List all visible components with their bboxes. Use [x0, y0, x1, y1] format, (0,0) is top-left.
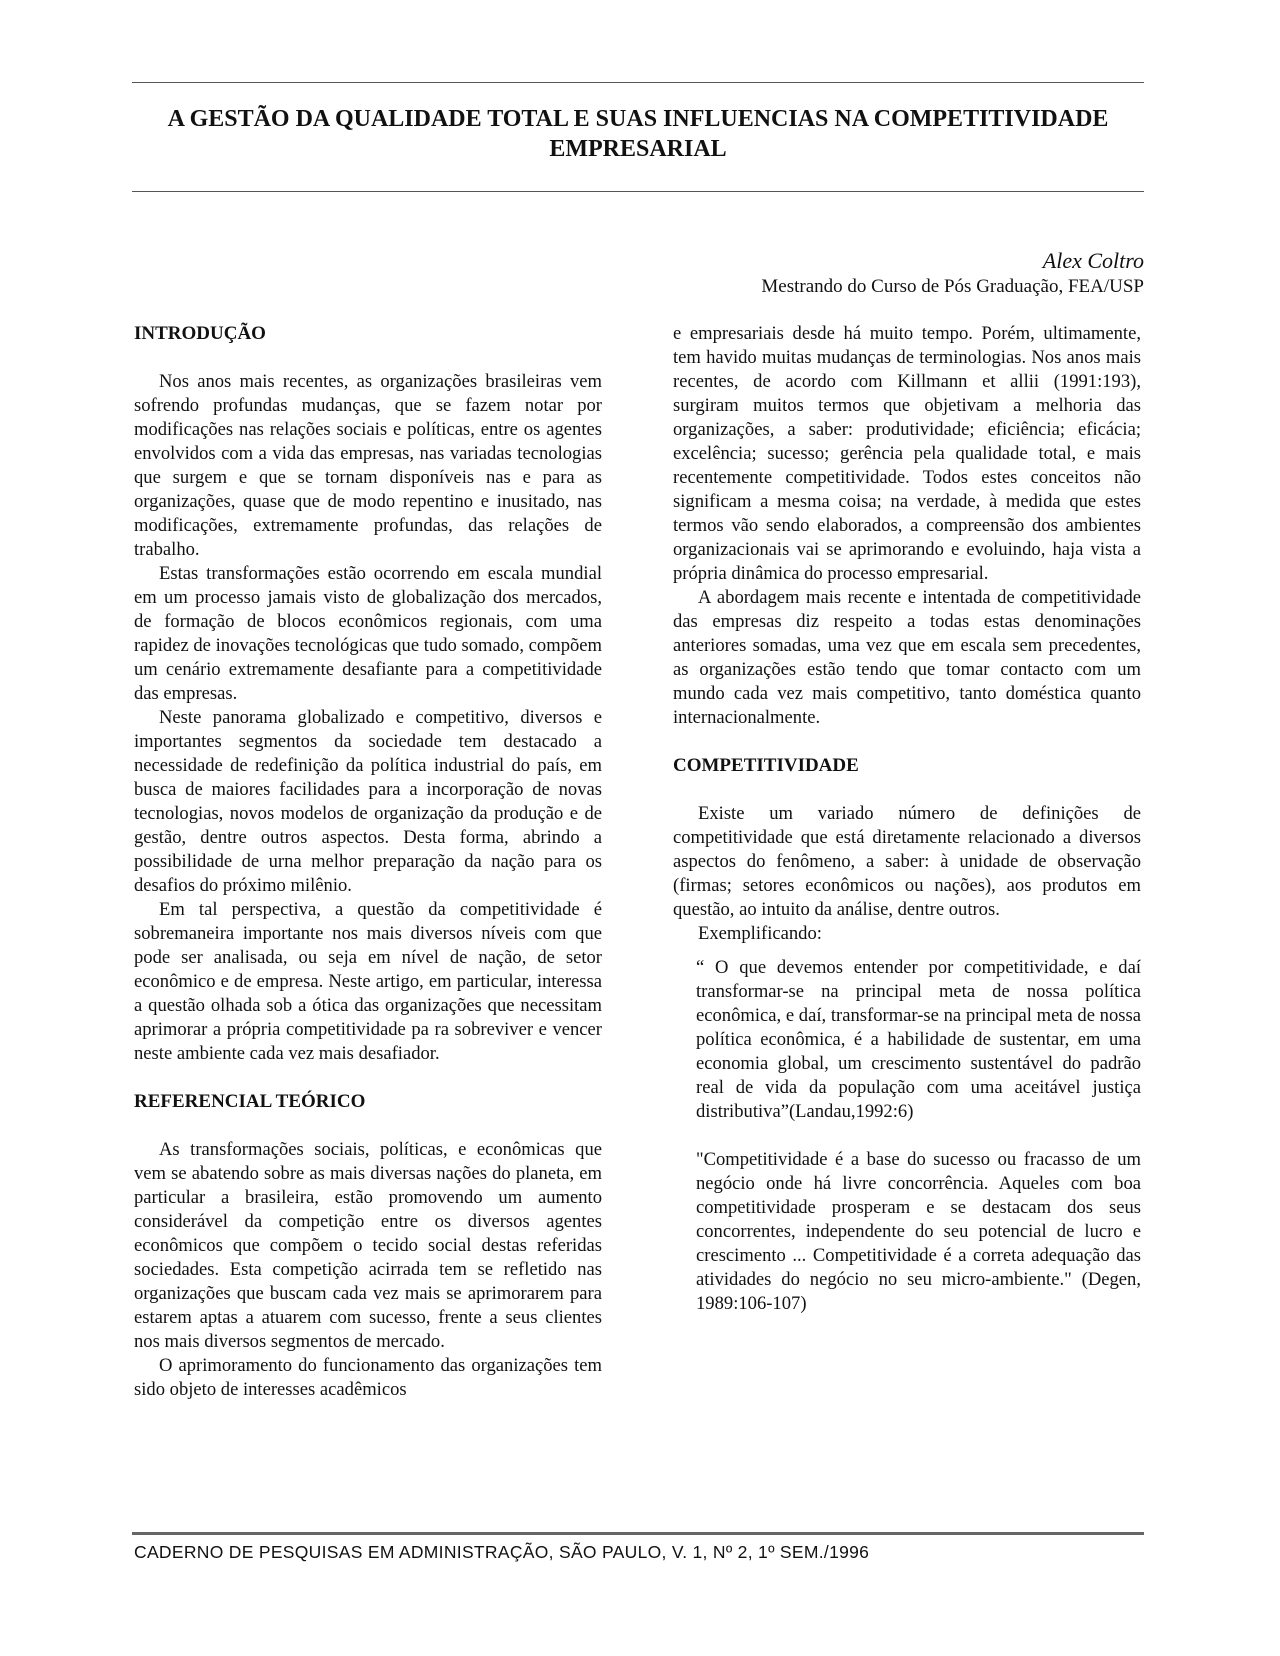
paragraph: Em tal perspectiva, a questão da competitividade é sobremaneira importante nos mais diversos níveis com que pode ser analisada, ou seja em nível de nação, de setor econômico e de empresa. Neste artigo, em particular, interessa a questão olhada sob a ótica das organizações que necessitam aprimorar a própria competitividade pa ra sobreviver e vencer neste ambiente cada vez mais desafiador.	[134, 899, 602, 1064]
author-block	[761, 247, 1144, 299]
paragraph: Neste panorama globalizado e competitivo, diversos e importantes segmentos da sociedade tem destacado a necessidade de redefinição da política industrial do país, em busca de maiores facilidades para a incorporação de novas tecnologias, novos modelos de organização da produção e de gestão, dentre outros aspectos. Desta forma, abrindo a possibilidade de urna melhor preparação da nação para os desafios do próximo milênio.	[134, 707, 602, 896]
block-quote-landau: “ O que devemos entender por competitividade, e daí transformar-se na principal meta de nossa política econômica, e daí, transformar-se na principal meta de nossa política econômica, é a habilidade de sustentar, em uma economia global, um crescimento sustentável do padrão real de vida da população com uma aceitável justiça distributiva”(Landau,1992:6)	[696, 957, 1141, 1122]
left-column	[134, 322, 602, 1402]
title-line-1: A GESTÃO DA QUALIDADE TOTAL E SUAS INFLUENCIAS NA COMPETITIVIDADE	[167, 106, 1109, 132]
section-heading-competitividade: COMPETITIVIDADE	[673, 755, 859, 776]
paragraph: Exemplificando:	[698, 923, 822, 944]
paragraph: Nos anos mais recentes, as organizações brasileiras vem sofrendo profundas mudanças, que se fazem notar por modificações nas relações sociais e políticas, entre os agentes envolvidos com a vida das empresas, nas variadas tecnologias que surgem e que se tornam disponíveis nas e para as organizações, quase que de modo repentino e inusitado, nas modificações, extremamente profundas, das relações de trabalho.	[134, 371, 602, 560]
article-title	[132, 104, 1144, 164]
section-heading-introducao: INTRODUÇÃO	[134, 323, 266, 344]
section-heading-referencial: REFERENCIAL TEÓRICO	[134, 1091, 366, 1112]
footer-rule	[132, 1532, 1144, 1535]
paragraph-continued: e empresariais desde há muito tempo. Porém, ultimamente, tem havido muitas mudanças de terminologias. Nos anos mais recentes, de acordo com Killmann et allii (1991:193), surgiram muitos termos que objetivam a melhoria das organizações, a saber: produtividade; eficiência; eficácia; excelência; sucesso; gerência pela qualidade total, e mais recentemente competitividade. Todos estes conceitos não significam a mesma coisa; na verdade, à medida que estes termos vão sendo elaborados, a compreensão dos ambientes organizacionais vai se aprimorando e evoluindo, haja vista a própria dinâmica do processo empresarial.	[673, 323, 1141, 584]
paragraph: A abordagem mais recente e intentada de competitividade das empresas diz respeito a todas estas denominações anteriores somadas, uma vez que em escala sem precedentes, as organizações estão tendo que tomar contacto com um mundo cada vez mais competitivo, tanto doméstica quanto internacionalmente.	[673, 587, 1141, 728]
title-rule	[132, 191, 1144, 192]
top-rule	[132, 82, 1144, 83]
block-quote-degen: "Competitividade é a base do sucesso ou fracasso de um negócio onde há livre concorrência. Aqueles com boa competitividade prosperam e se destacam dos seus concorrentes, independente do seu potencial de lucro e crescimento ... Competitividade é a correta adequação das atividades do negócio no seu micro-ambiente." (Degen, 1989:106-107)	[696, 1149, 1141, 1314]
author-name: Alex Coltro	[1042, 248, 1144, 273]
right-column	[673, 322, 1141, 1316]
paragraph: Estas transformações estão ocorrendo em escala mundial em um processo jamais visto de globalização dos mercados, de formação de blocos econômicos regionais, com uma rapidez de inovações tecnológicas que tudo somado, compõem um cenário extremamente desafiante para a competitividade das empresas.	[134, 563, 602, 704]
journal-footer: CADERNO DE PESQUISAS EM ADMINISTRAÇÃO, SÃO PAULO, V. 1, Nº 2, 1º SEM./1996	[134, 1542, 870, 1562]
author-affiliation: Mestrando do Curso de Pós Graduação, FEA/USP	[761, 276, 1144, 297]
title-line-2: EMPRESARIAL	[549, 136, 727, 162]
paragraph: O aprimoramento do funcionamento das organizações tem sido objeto de interesses acadêmicos	[134, 1355, 602, 1400]
paragraph: As transformações sociais, políticas, e econômicas que vem se abatendo sobre as mais diversas nações do planeta, em particular a brasileira, estão promovendo um aumento considerável da competição entre os diversos agentes econômicos que compõem o tecido social destas referidas sociedades. Esta competição acirrada tem se refletido nas organizações que buscam cada vez mais se aprimorarem para estarem aptas a atuarem com sucesso, frente a seus clientes nos mais diversos segmentos de mercado.	[134, 1139, 602, 1352]
paragraph: Existe um variado número de definições de competitividade que está diretamente relacionado a diversos aspectos do fenômeno, a saber: à unidade de observação (firmas; setores econômicos ou nações), aos produtos em questão, ao intuito da análise, dentre outros.	[673, 803, 1141, 920]
